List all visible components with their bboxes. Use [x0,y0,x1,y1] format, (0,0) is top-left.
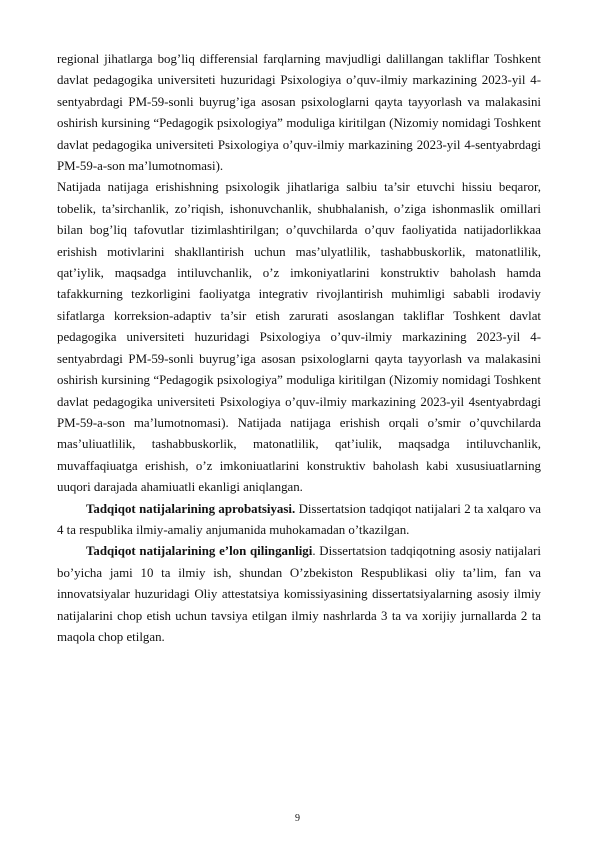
approbation-text: Dissertatsion tadqiqot natijalari 2 ta xalqaro va 4 ta respublika ilmiy-amaliy anjumanida muhokamadan o’tkazilgan. [57,501,541,537]
document-page [57,49,541,648]
publications-heading: Tadqiqot natijalarining e’lon qilinganligi [86,544,313,559]
page-number: 9 [295,813,300,824]
publications-text: . Dissertatsion tadqiqotning asosiy natijalari bo’yicha jami 10 ta ilmiy ish, shundan O’zbekiston Respublikasi oliy ta’lim, fan va innovatsiyalar huzuridagi Oliy attestatsiya komissiyasining dissertatsiyalarning asosiy ilmiy natijalarini chop etish uchun tavsiya etilgan ilmiy nashrlarda 3 ta va xorijiy jurnallarda 2 ta maqola chop etilgan. [57,544,541,644]
paragraph-publications [57,541,541,648]
paragraph-results-summary: Natijada natijaga erishishning psixologik jihatlariga salbiu ta’sir etuvchi hissiu beqaror, tobelik, ta’sirchanlik, zo’riqish, ishonuvchanlik, shubhalanish, o’ziga ishonmaslik omillari bilan bog’liq tafovutlar tizimlashtirilgan; o’quvchilarda o’quv faoliyatida natijadorlikkaa erishish motivlarini shakllantirish uchun mas’ulyatlilik, tashabbuskorlik, matonatlilik, qat’iylik, maqsadga intiluvchanlik, o’z imkoniyatlarini konstruktiv baholash hamda tafakkurning tezkorligini faoliyatga integrativ rivojlantirish muhimligi sababli irodaviy sifatlarga korreksion-adaptiv ta’sir etish zarurati asoslangan takliflar Toshkent davlat pedagogika universiteti huzuridagi Psixologiya o’quv-ilmiy markazining 2023-yil 4-sentyabrdagi PM-59-sonli buyrug’iga asosan psixologlarni qayta tayyorlash va malakasini oshirish kursining “Pedagogik psixologiya” moduliga kiritilgan (Nizomiy nomidagi Toshkent davlat pedagogika universiteti Psixologiya o’quv-ilmiy markazining 2023-yil 4sentyabrdagi PM-59-a-son ma’lumotnomasi). Natijada natijaga erishish orqali o’smir o’quvchilarda mas’uliuatlilik, tashabbuskorlik, matonatlilik, qat’iulik, maqsadga intiluvchanlik, muvaffaqiuatga erishish, o’z imkoniuatlarini konstruktiv baholash kabi xususiuatlarning uuqori darajada ahamiuatli ekanligi aniqlangan. [57,180,541,495]
approbation-heading: Tadqiqot natijalarining aprobatsiyasi. [86,501,296,516]
paragraph-approbation [57,499,541,542]
paragraph-results-implementation: regional jihatlarga bog’liq differensial farqlarning mavjudligi dalillangan takliflar Toshkent davlat pedagogika universiteti huzuridagi Psixologiya o’quv-ilmiy markazining 2023-yil 4-sentyabrdagi PM-59-sonli buyrug’iga asosan psixologlarni qayta tayyorlash va malakasini oshirish kursining “Pedagogik psixologiya” moduliga kiritilgan (Nizomiy nomidagi Toshkent davlat pedagogika universiteti Psixologiya o’quv-ilmiy markazining 2023-yil 4-sentyabrdagi PM-59-a-son ma’lumotnomasi). [57,52,541,174]
